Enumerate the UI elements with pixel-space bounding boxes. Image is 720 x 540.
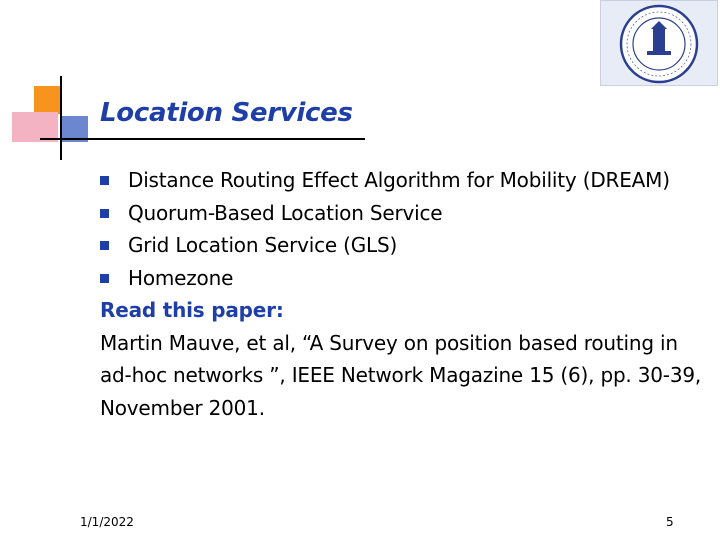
decor-orange-square bbox=[34, 86, 62, 114]
bullet-text: Distance Routing Effect Algorithm for Mobility (DREAM) bbox=[128, 168, 670, 192]
university-logo bbox=[600, 0, 718, 86]
paper-reference: Martin Mauve, et al, “A Survey on position based routing in ad-hoc networks ”, IEEE Network Magazine 15 (6), pp. 30-39, November 2001. bbox=[100, 330, 702, 420]
bullet-square-icon bbox=[100, 274, 109, 283]
bullet-text: Quorum-Based Location Service bbox=[128, 200, 443, 225]
read-paper-heading: Read this paper: bbox=[100, 298, 284, 322]
slide-title: Location Services bbox=[100, 98, 353, 128]
bullet-text: Grid Location Service (GLS) bbox=[128, 233, 398, 257]
footer-date: 1/1/2022 bbox=[80, 515, 134, 529]
decor-vertical-line bbox=[60, 76, 62, 160]
bullet-square-icon bbox=[100, 209, 109, 218]
bullet-item bbox=[100, 229, 710, 262]
slide-body bbox=[100, 164, 710, 424]
university-seal-icon bbox=[601, 1, 717, 85]
bullet-square-icon bbox=[100, 241, 109, 250]
bullet-item bbox=[100, 197, 710, 230]
bullet-item bbox=[100, 262, 710, 295]
bullet-text: Homezone bbox=[128, 265, 234, 290]
slide-number: 5 bbox=[666, 515, 674, 529]
bullet-square-icon bbox=[100, 176, 109, 185]
title-rule bbox=[40, 138, 365, 140]
bullet-item bbox=[100, 164, 710, 197]
